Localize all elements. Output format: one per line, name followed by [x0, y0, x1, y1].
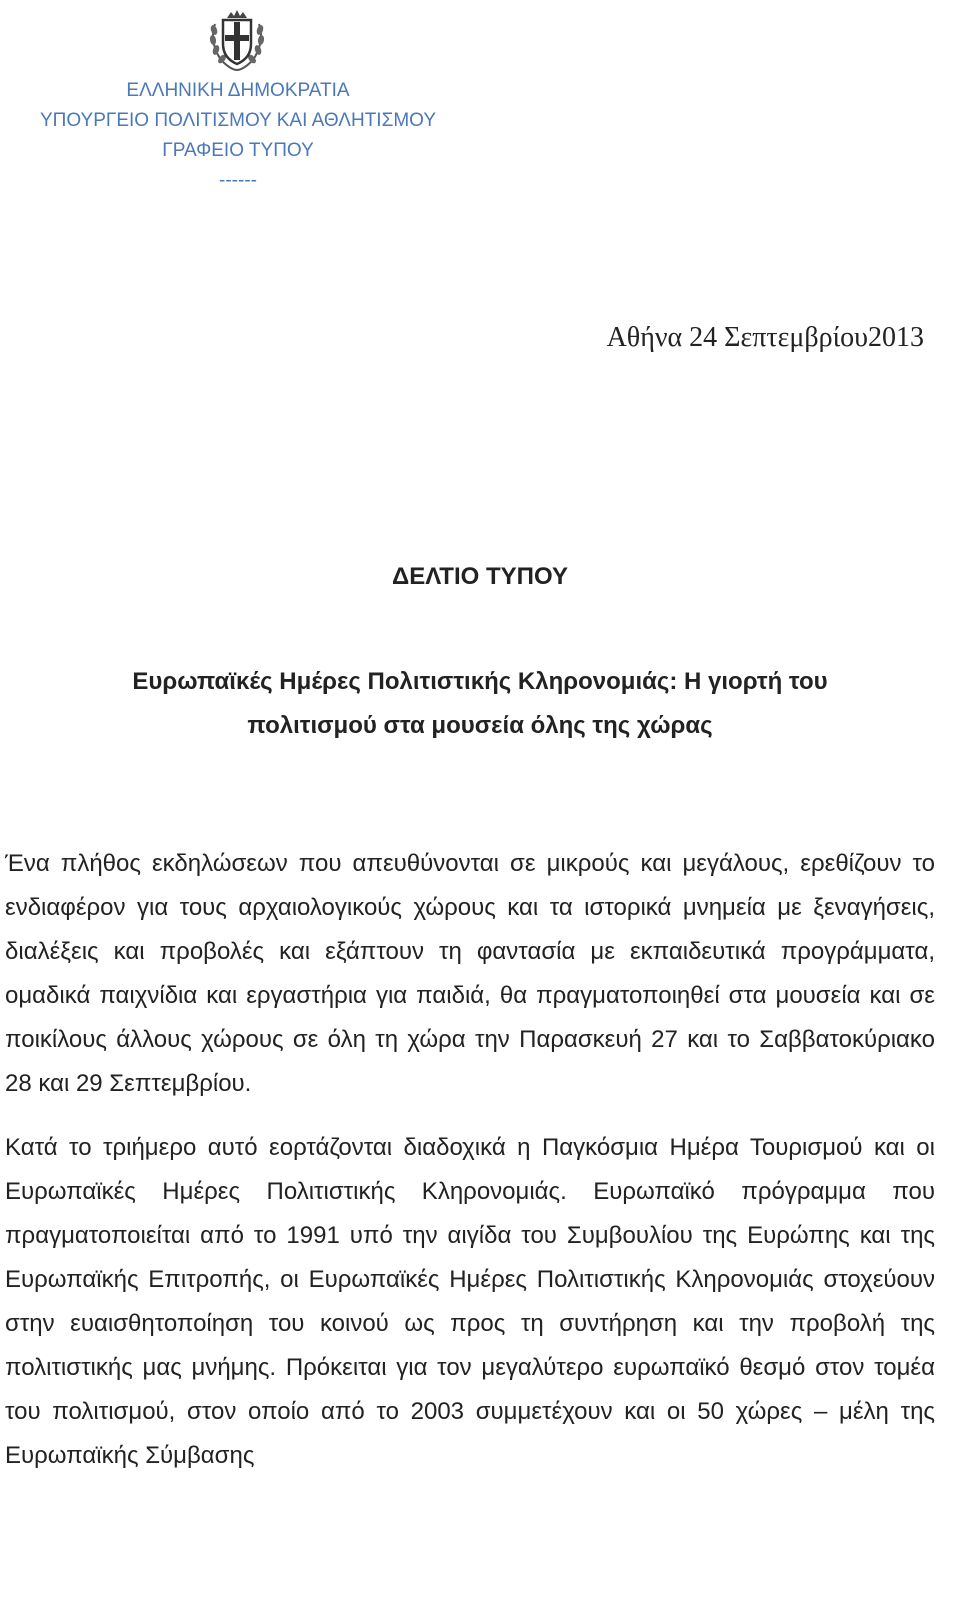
issuer-separator: ------	[219, 170, 257, 191]
issuer-line-ministry: ΥΠΟΥΡΓΕΙΟ ΠΟΛΙΤΙΣΜΟΥ ΚΑΙ ΑΘΛΗΤΙΣΜΟΥ	[39, 110, 436, 131]
document-title-line-1: Ευρωπαϊκές Ημέρες Πολιτιστικής Κληρονομιάς: Η γιορτή του	[132, 668, 828, 695]
document-type-heading: ΔΕΛΤΙΟ ΤΥΠΟΥ	[392, 563, 568, 590]
issuer-line-republic: ΕΛΛΗΝΙΚΗ ΔΗΜΟΚΡΑΤΙΑ	[126, 80, 350, 101]
document-date: Αθήνα 24 Σεπτεμβρίου2013	[606, 322, 924, 353]
issuer-header	[0, 76, 476, 196]
document-title-line-2: πολιτισμού στα μουσεία όλης της χώρας	[247, 712, 713, 739]
greek-coat-of-arms-icon	[201, 4, 273, 76]
body-paragraph-2: Κατά το τριήμερο αυτό εορτάζονται διαδοχικά η Παγκόσμια Ημέρα Τουρισμού και οι Ευρωπαϊκές Ημέρες Πολιτιστικής Κληρονομιάς. Ευρωπαϊκό πρόγραμμα που πραγματοποιείται από το 1991 υπό την αιγίδα του Συμβουλίου της Ευρώπης και της Ευρωπαϊκής Επιτροπής, οι Ευρωπαϊκές Ημέρες Πολιτιστικής Κληρονομιάς στοχεύουν στην ευαισθητοποίηση του κοινού ως προς τη συντήρηση και την προβολή της πολιτιστικής μας μνήμης. Πρόκειται για τον μεγαλύτερο ευρωπαϊκό θεσμό στον τομέα του πολιτισμού, στον οποίο από το 2003 συμμετέχουν και οι 50 χώρες – μέλη της Ευρωπαϊκής Σύμβασης	[5, 1134, 935, 1469]
document-title	[60, 660, 900, 748]
issuer-line-press-office: ΓΡΑΦΕΙΟ ΤΥΠΟΥ	[162, 140, 314, 161]
document-body	[5, 842, 935, 1478]
body-paragraph-1: Ένα πλήθος εκδηλώσεων που απευθύνονται σε μικρούς και μεγάλους, ερεθίζουν το ενδιαφέρον για τους αρχαιολογικούς χώρους και τα ιστορικά μνημεία με ξεναγήσεις, διαλέξεις και προβολές και εξάπτουν τη φαντασία με εκπαιδευτικά προγράμματα, ομαδικά παιχνίδια και εργαστήρια για παιδιά, θα πραγματοποιηθεί στα μουσεία και σε ποικίλους άλλους χώρους σε όλη τη χώρα την Παρασκευή 27 και το Σαββατοκύριακο 28 και 29 Σεπτεμβρίου.	[5, 850, 935, 1097]
